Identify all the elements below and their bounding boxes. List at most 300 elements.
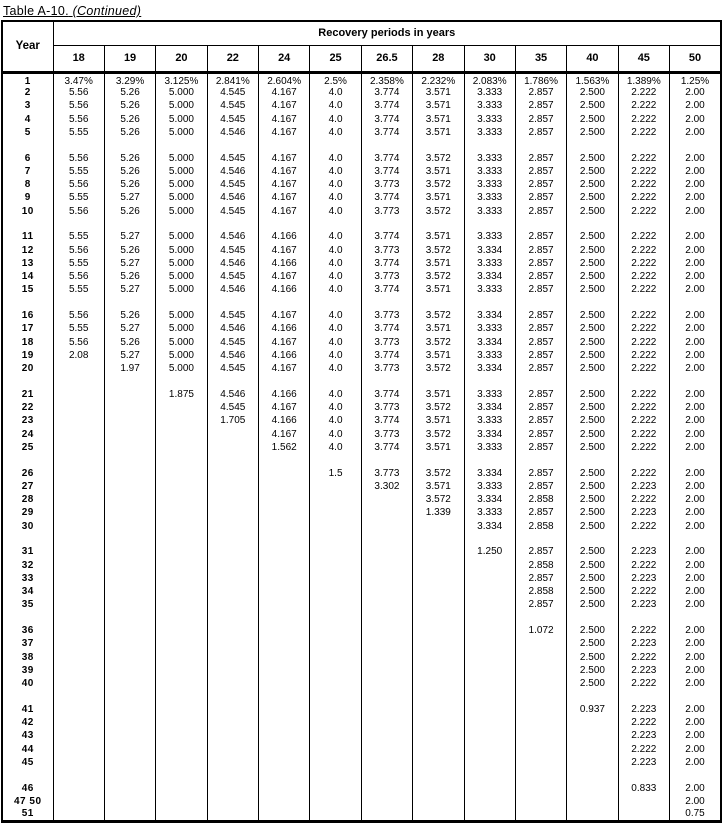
year-cell: 32 (21, 559, 34, 571)
empty-cell (259, 559, 310, 572)
value-cell: 2.857 (515, 599, 566, 612)
empty-cell (53, 297, 104, 310)
empty-cell (104, 809, 155, 822)
empty-cell (515, 376, 566, 389)
value-cell: 2.857 (515, 428, 566, 441)
value-cell: 2.222 (618, 165, 669, 178)
value-cell: 5.55 (53, 284, 104, 297)
empty-cell (156, 612, 207, 625)
empty-cell (104, 678, 155, 691)
empty-cell (53, 455, 104, 468)
empty-cell (2, 612, 53, 625)
empty-cell (53, 494, 104, 507)
year-cell: 13 (21, 257, 34, 269)
empty-cell (464, 533, 515, 546)
empty-cell (413, 717, 464, 730)
empty-cell (413, 599, 464, 612)
value-cell: 4.0 (310, 100, 361, 113)
value-cell: 5.000 (156, 231, 207, 244)
value-cell: 2.500 (567, 507, 618, 520)
value-cell: 4.167 (259, 336, 310, 349)
empty-cell (53, 467, 104, 480)
empty-cell (464, 140, 515, 153)
empty-cell (156, 703, 207, 716)
empty-cell (207, 586, 258, 599)
value-cell: 2.500 (567, 336, 618, 349)
empty-cell (53, 572, 104, 585)
empty-cell (310, 520, 361, 533)
value-cell: 2.857 (515, 179, 566, 192)
value-cell: 2.857 (515, 336, 566, 349)
empty-cell (156, 520, 207, 533)
value-cell: 5.55 (53, 192, 104, 205)
value-cell: 3.572 (413, 244, 464, 257)
value-cell: 3.571 (413, 349, 464, 362)
empty-cell (618, 809, 669, 822)
value-cell: 2.857 (515, 572, 566, 585)
value-cell: 2.222 (618, 179, 669, 192)
empty-cell (104, 638, 155, 651)
value-cell: 4.166 (259, 231, 310, 244)
table-row-year-29 (2, 507, 721, 520)
empty-cell (515, 743, 566, 756)
empty-cell (618, 691, 669, 704)
value-cell: 4.0 (310, 87, 361, 100)
empty-cell (156, 218, 207, 231)
value-cell: 1.875 (156, 388, 207, 401)
value-cell: 3.773 (361, 179, 412, 192)
value-cell: 3.571 (413, 165, 464, 178)
value-cell: 4.167 (259, 165, 310, 178)
value-cell: 1.5 (310, 467, 361, 480)
value-cell: 2.222 (618, 284, 669, 297)
value-cell: 3.773 (361, 363, 412, 376)
value-cell: 2.00 (670, 402, 722, 415)
empty-cell (618, 218, 669, 231)
value-cell: 2.00 (670, 323, 722, 336)
table-row-year-40 (2, 678, 721, 691)
empty-cell (361, 599, 412, 612)
value-cell: 3.572 (413, 152, 464, 165)
empty-cell (259, 507, 310, 520)
empty-cell (104, 703, 155, 716)
empty-cell (310, 703, 361, 716)
empty-cell (156, 664, 207, 677)
year-cell: 38 (21, 651, 34, 663)
value-cell: 2.841% (207, 72, 258, 87)
empty-cell (53, 441, 104, 454)
empty-cell (104, 546, 155, 559)
table-row-year-16 (2, 310, 721, 323)
group-separator-row (2, 770, 721, 783)
empty-cell (259, 638, 310, 651)
value-cell: 2.222 (618, 336, 669, 349)
table-row-year-23 (2, 415, 721, 428)
value-cell: 3.774 (361, 126, 412, 139)
empty-cell (515, 795, 566, 808)
empty-cell (670, 455, 722, 468)
empty-cell (156, 782, 207, 795)
year-cell: 28 (21, 494, 34, 506)
column-header-28: 28 (413, 45, 464, 72)
value-cell: 2.223 (618, 730, 669, 743)
value-cell: 1.250 (464, 546, 515, 559)
value-cell: 4.167 (259, 100, 310, 113)
table-row-year-19 (2, 349, 721, 362)
empty-cell (156, 507, 207, 520)
empty-cell (259, 297, 310, 310)
value-cell: 3.774 (361, 415, 412, 428)
value-cell: 4.0 (310, 244, 361, 257)
year-cell: 4 (24, 113, 31, 125)
year-cell: 2 (24, 87, 31, 99)
empty-cell (104, 467, 155, 480)
value-cell: 2.858 (515, 559, 566, 572)
empty-cell (53, 770, 104, 783)
value-cell: 2.857 (515, 231, 566, 244)
column-header-25: 25 (310, 45, 361, 72)
empty-cell (361, 678, 412, 691)
empty-cell (207, 428, 258, 441)
year-cell: 37 (21, 638, 34, 650)
empty-cell (53, 638, 104, 651)
value-cell: 2.222 (618, 126, 669, 139)
empty-cell (464, 376, 515, 389)
table-row-year-12 (2, 244, 721, 257)
empty-cell (104, 730, 155, 743)
empty-cell (53, 546, 104, 559)
year-cell: 34 (21, 586, 34, 598)
empty-cell (361, 756, 412, 769)
empty-cell (567, 218, 618, 231)
empty-cell (207, 691, 258, 704)
year-cell: 18 (21, 336, 34, 348)
year-cell: 26 (21, 467, 34, 479)
empty-cell (53, 599, 104, 612)
empty-cell (2, 770, 53, 783)
value-cell: 3.774 (361, 152, 412, 165)
empty-cell (259, 376, 310, 389)
value-cell: 2.500 (567, 638, 618, 651)
empty-cell (156, 572, 207, 585)
empty-cell (310, 638, 361, 651)
value-cell: 1.97 (104, 363, 155, 376)
value-cell: 2.857 (515, 507, 566, 520)
empty-cell (567, 717, 618, 730)
value-cell: 4.0 (310, 363, 361, 376)
empty-cell (361, 691, 412, 704)
empty-cell (207, 782, 258, 795)
value-cell: 2.500 (567, 363, 618, 376)
year-cell: 19 (21, 349, 34, 361)
value-cell: 2.500 (567, 310, 618, 323)
value-cell: 5.56 (53, 152, 104, 165)
empty-cell (515, 756, 566, 769)
empty-cell (670, 218, 722, 231)
value-cell: 2.222 (618, 100, 669, 113)
empty-cell (567, 140, 618, 153)
table-row-year-5 (2, 126, 721, 139)
value-cell: 2.857 (515, 271, 566, 284)
empty-cell (207, 638, 258, 651)
value-cell: 2.00 (670, 113, 722, 126)
recovery-periods-table (1, 20, 722, 823)
table-title-continued: (Continued) (72, 4, 142, 18)
empty-cell (156, 455, 207, 468)
table-row-year-41 (2, 703, 721, 716)
column-header-45: 45 (618, 45, 669, 72)
value-cell: 3.334 (464, 402, 515, 415)
empty-cell (618, 612, 669, 625)
empty-cell (104, 599, 155, 612)
empty-cell (207, 494, 258, 507)
value-cell: 1.705 (207, 415, 258, 428)
empty-cell (464, 730, 515, 743)
year-cell: 25 (21, 441, 34, 453)
value-cell: 2.222 (618, 87, 669, 100)
value-cell: 3.302 (361, 480, 412, 493)
value-cell: 5.000 (156, 363, 207, 376)
empty-cell (310, 533, 361, 546)
value-cell: 4.545 (207, 310, 258, 323)
column-header-30: 30 (464, 45, 515, 72)
empty-cell (670, 691, 722, 704)
empty-cell (104, 297, 155, 310)
empty-cell (53, 415, 104, 428)
empty-cell (567, 795, 618, 808)
value-cell: 3.774 (361, 349, 412, 362)
empty-cell (515, 809, 566, 822)
empty-cell (259, 520, 310, 533)
value-cell: 2.00 (670, 310, 722, 323)
empty-cell (310, 795, 361, 808)
value-cell: 0.75 (670, 809, 722, 822)
value-cell: 5.26 (104, 113, 155, 126)
group-separator-row (2, 218, 721, 231)
value-cell: 4.546 (207, 257, 258, 270)
empty-cell (2, 376, 53, 389)
value-cell: 3.333 (464, 179, 515, 192)
value-cell: 2.500 (567, 559, 618, 572)
empty-cell (156, 428, 207, 441)
table-row-year-8 (2, 179, 721, 192)
value-cell: 2.500 (567, 192, 618, 205)
value-cell: 2.857 (515, 100, 566, 113)
value-cell: 2.08 (53, 349, 104, 362)
empty-cell (310, 559, 361, 572)
empty-cell (259, 586, 310, 599)
table-row-year-45 (2, 756, 721, 769)
empty-cell (361, 664, 412, 677)
empty-cell (310, 455, 361, 468)
value-cell: 2.500 (567, 520, 618, 533)
value-cell: 2.858 (515, 520, 566, 533)
empty-cell (104, 480, 155, 493)
empty-cell (53, 795, 104, 808)
empty-cell (259, 782, 310, 795)
empty-cell (515, 770, 566, 783)
empty-cell (53, 507, 104, 520)
empty-cell (207, 770, 258, 783)
table-header (2, 21, 721, 72)
value-cell: 4.0 (310, 349, 361, 362)
value-cell: 4.167 (259, 179, 310, 192)
value-cell: 5.000 (156, 349, 207, 362)
table-row-year-33 (2, 572, 721, 585)
value-cell: 2.500 (567, 402, 618, 415)
empty-cell (361, 218, 412, 231)
value-cell: 5.26 (104, 100, 155, 113)
value-cell: 2.00 (670, 165, 722, 178)
value-cell: 2.00 (670, 572, 722, 585)
value-cell: 3.572 (413, 363, 464, 376)
empty-cell (413, 546, 464, 559)
empty-cell (259, 455, 310, 468)
empty-cell (207, 297, 258, 310)
empty-cell (361, 809, 412, 822)
value-cell: 2.00 (670, 100, 722, 113)
value-cell: 3.333 (464, 388, 515, 401)
empty-cell (618, 140, 669, 153)
year-cell: 44 (21, 743, 34, 755)
table-row-year-39 (2, 664, 721, 677)
value-cell: 3.572 (413, 494, 464, 507)
value-cell: 4.545 (207, 152, 258, 165)
table-row-year-30 (2, 520, 721, 533)
value-cell: 5.000 (156, 257, 207, 270)
value-cell: 4.166 (259, 415, 310, 428)
value-cell: 4.0 (310, 179, 361, 192)
value-cell: 2.232% (413, 72, 464, 87)
table-row-year-2 (2, 87, 721, 100)
column-header-40: 40 (567, 45, 618, 72)
year-cell: 36 (21, 625, 34, 637)
year-cell: 6 (24, 152, 31, 164)
empty-cell (567, 533, 618, 546)
empty-cell (104, 625, 155, 638)
value-cell: 3.774 (361, 113, 412, 126)
year-cell: 39 (21, 664, 34, 676)
empty-cell (310, 494, 361, 507)
value-cell: 2.222 (618, 402, 669, 415)
value-cell: 2.500 (567, 664, 618, 677)
value-cell: 2.00 (670, 756, 722, 769)
value-cell: 3.333 (464, 480, 515, 493)
value-cell: 5.000 (156, 244, 207, 257)
value-cell: 2.857 (515, 441, 566, 454)
value-cell: 2.500 (567, 152, 618, 165)
table-row-year-51 (2, 809, 721, 822)
value-cell: 2.00 (670, 441, 722, 454)
value-cell: 4.545 (207, 336, 258, 349)
empty-cell (310, 546, 361, 559)
empty-cell (259, 809, 310, 822)
value-cell: 5.55 (53, 165, 104, 178)
table-row-year-34 (2, 586, 721, 599)
empty-cell (310, 140, 361, 153)
empty-cell (464, 455, 515, 468)
empty-cell (156, 376, 207, 389)
empty-cell (515, 730, 566, 743)
empty-cell (413, 218, 464, 231)
value-cell: 2.00 (670, 231, 722, 244)
empty-cell (104, 770, 155, 783)
value-cell: 2.00 (670, 795, 722, 808)
value-cell: 3.773 (361, 336, 412, 349)
empty-cell (207, 520, 258, 533)
table-row-year-37 (2, 638, 721, 651)
table-row-year-26 (2, 467, 721, 480)
table-row-year-6 (2, 152, 721, 165)
empty-cell (310, 743, 361, 756)
empty-cell (2, 140, 53, 153)
value-cell: 3.773 (361, 428, 412, 441)
empty-cell (413, 730, 464, 743)
value-cell: 4.166 (259, 349, 310, 362)
value-cell: 2.222 (618, 349, 669, 362)
value-cell: 3.773 (361, 467, 412, 480)
value-cell: 1.389% (618, 72, 669, 87)
value-cell: 1.072 (515, 625, 566, 638)
empty-cell (104, 520, 155, 533)
value-cell: 2.222 (618, 363, 669, 376)
empty-cell (670, 770, 722, 783)
empty-cell (413, 651, 464, 664)
value-cell: 2.222 (618, 310, 669, 323)
value-cell: 2.857 (515, 165, 566, 178)
empty-cell (361, 533, 412, 546)
empty-cell (310, 782, 361, 795)
empty-cell (104, 717, 155, 730)
value-cell: 3.774 (361, 441, 412, 454)
value-cell: 2.5% (310, 72, 361, 87)
value-cell: 2.500 (567, 546, 618, 559)
value-cell: 5.55 (53, 231, 104, 244)
value-cell: 3.774 (361, 284, 412, 297)
empty-cell (310, 691, 361, 704)
value-cell: 3.773 (361, 402, 412, 415)
value-cell: 4.546 (207, 388, 258, 401)
empty-cell (515, 638, 566, 651)
value-cell: 3.333 (464, 257, 515, 270)
value-cell: 5.56 (53, 244, 104, 257)
empty-cell (310, 678, 361, 691)
value-cell: 5.000 (156, 87, 207, 100)
empty-cell (259, 599, 310, 612)
value-cell: 2.500 (567, 441, 618, 454)
empty-cell (310, 586, 361, 599)
empty-cell (104, 756, 155, 769)
value-cell: 4.545 (207, 113, 258, 126)
year-cell: 5 (24, 126, 31, 138)
value-cell: 2.222 (618, 559, 669, 572)
empty-cell (207, 703, 258, 716)
empty-cell (156, 467, 207, 480)
value-cell: 2.500 (567, 599, 618, 612)
empty-cell (53, 559, 104, 572)
value-cell: 3.774 (361, 257, 412, 270)
table-row-year-9 (2, 192, 721, 205)
column-header-22: 22 (207, 45, 258, 72)
value-cell: 5.000 (156, 284, 207, 297)
year-cell: 31 (21, 546, 34, 558)
year-column-header: Year (2, 21, 53, 72)
empty-cell (156, 691, 207, 704)
empty-cell (464, 572, 515, 585)
column-header-19: 19 (104, 45, 155, 72)
value-cell: 2.857 (515, 205, 566, 218)
value-cell: 3.572 (413, 205, 464, 218)
